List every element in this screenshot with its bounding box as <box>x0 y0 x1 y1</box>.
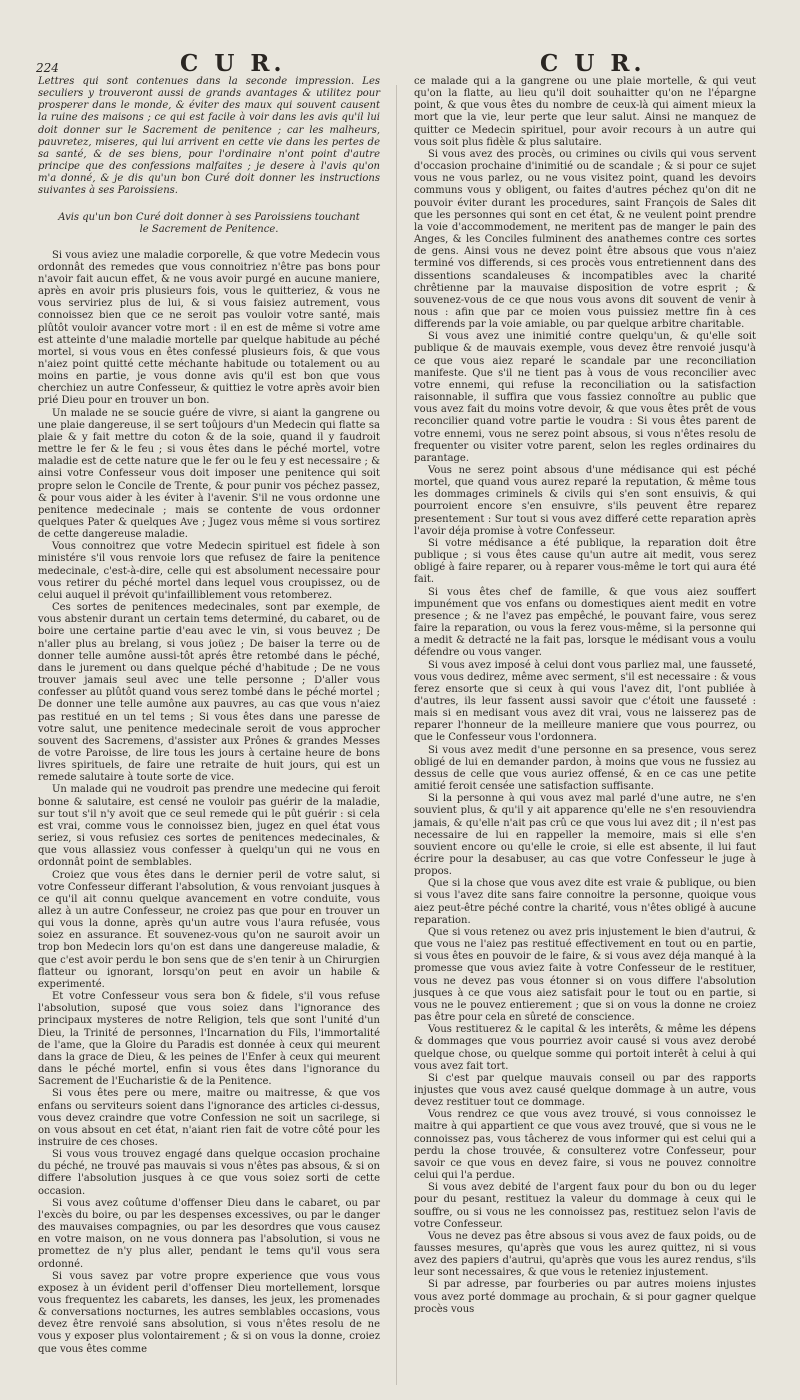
intro-paragraph: Lettres qui sont contenues dans la seconde impression. Les seculiers y trouveront aussi de grands avantages & utilitez pour prosperer dans le monde, & éviter des maux qui souvent causent la ruine des maisons ; ce qui est facile à voir dans les avis qu'il lui doit donner sur le Sacrement de penitence ; car les malheurs, pauvretez, miseres, qui lui arrivent en cette vie dans les pertes de sa santé, & de ses biens, pour l'ordinaire n'ont point d'autre principe que des confessions malfaites ; je desere à l'avis qu'on m'a donné, & je dis qu'un bon Curé doit donner les instructions suivantes à ses Paroissiens. <box>38 76 380 197</box>
right-paragraph-5: Si votre médisance a été publique, la reparation doit être publique ; si vous êtes cause qu'un autre ait medit, vous serez obligé à faire reparer, ou à reparer vous-même le tort qui aura été fait. <box>414 537 756 586</box>
right-paragraph-12: Vous restituerez & le capital & les interêts, & même les dépens & dommages que vous pourriez avoir causé si vous avez derobé quelque chose, ou quelque somme qui portoit interêt à celui à qui vous avez fait tort. <box>414 1024 756 1072</box>
left-paragraph-3: Vous connoitrez que votre Medecin spirituel est fidele à son ministére s'il vous renvoie lors que refusez de faire la penitence medecinale, c'est-à-dire, celle qui est absolument necessaire pour vous retirer du péché mortel dans lequel vous croupissez, ou de celui auquel il prévoit qu'infailliblement vous retomberez. <box>38 541 380 601</box>
left-paragraph-11: Si vous savez par votre propre experience que vous vous exposez à un évident peril d'offenser Dieu mortellement, lorsque vous frequentez les cabarets, les danses, les jeux, les promenades & conversations nocturnes, les autres semblables occasions, vous devez être renvoié sans absolution, si vous n'êtes resolu de ne vous y exposer plus volontairement ; & si on vous la donne, croiez que vous êtes comme <box>38 1270 380 1355</box>
right-paragraph-7: Si vous avez imposé à celui dont vous parliez mal, une fausseté, vous vous dedirez, même avec serment, s'il est necessaire : & vous ferez ensorte que si ceux à qui vous l'avez dit, l'ont publiée à d'autres, ils leur fassent aussi savoir que c'étoit une fausseté : mais si en medisant vous avez dit vrai, vous ne laisserez pas de reparer l'honneur de la meilleure maniere que vous pourrez, ou que le Confesseur vous l'ordonnera. <box>414 659 756 744</box>
right-paragraph-9: Si la personne à qui vous avez mal parlé d'une autre, ne s'en souvient plus, & qu'il y ait apparence qu'elle ne s'en resouviendra jamais, & qu'elle n'ait pas crû ce que vous lui avez dit ; il n'est pas necessaire de lui en rappeller la memoire, mais si elle s'en souvient encore ou qu'elle le croie, si elle est absente, il lui faut écrire pour la desabuser, au cas que votre Confesseur le juge à propos. <box>414 793 756 878</box>
left-paragraph-1: Si vous aviez une maladie corporelle, & que votre Medecin vous ordonnât des remedes que vous connoitriez n'être pas bons pour n'avoir fait aucun effet, & ne vous avoir purgé en aucune maniere, après en avoir pris plusieurs fois, vous le quitteriez, & vous ne vous serviriez plus de lui, & si vous faisiez autrement, vous connoissez bien que ce ne seroit pas vouloir votre santé, mais plûtôt vouloir avancer votre mort : il en est de même si votre ame est atteinte d'une maladie mortelle par quelque habitude au péché mortel, si vous vous en êtes confessé plusieurs fois, & que vous n'aiez point quitté cette méchante habitude ou totalement ou au moins en partie, je vous donne avis qu'il est bon que vous cherchiez un autre Confesseur, & quittiez le votre après avoir bien prié Dieu pour en trouver un bon. <box>38 249 380 407</box>
running-head-right: C U R. <box>540 50 646 77</box>
right-paragraph-11: Que si vous retenez ou avez pris injustement le bien d'autrui, & que vous ne l'aiez pas restitué effectivement en tout ou en partie, si vous êtes en pouvoir de le faire, & si vous avez déja manqué à la promesse que vous aviez faite à votre Confesseur de le restituer, vous ne devez pas vous étonner si on vous differe l'absolution jusques à ce que vous aiez satisfait pour le tout ou en partie, si vous ne le pouvez entierement ; que si on vous la donne ne croiez pas être pour cela en sûreté de conscience. <box>414 926 756 1024</box>
right-paragraph-15: Si vous avez debité de l'argent faux pour du bon ou du leger pour du pesant, restituez la valeur du dommage à ceux qui le souffre, ou si vous ne les connoissez pas, restituez selon l'avis de votre Confesseur. <box>414 1182 756 1230</box>
section-heading: Avis qu'un bon Curé doit donner à ses Paroissiens touchant le Sacrement de Penitence. <box>58 211 360 235</box>
right-paragraph-10: Que si la chose que vous avez dite est vraie & publique, ou bien si vous l'avez dite sans faire connoitre la personne, quoique vous aiez peut-être péché contre la charité, vous n'êtes obligé à aucune reparation. <box>414 878 756 926</box>
left-paragraph-10: Si vous avez coûtume d'offenser Dieu dans le cabaret, ou par l'excès du boire, ou par les despenses excessives, ou par le danger des mauvaises compagnies, ou par les desordres que vous causez en votre maison, on ne vous donnera pas l'absolution, si vous ne promettez de n'y plus aller, pendant le tems qu'il vous sera ordonné. <box>38 1197 380 1270</box>
right-paragraph-1: ce malade qui a la gangrene ou une plaie mortelle, & qui veut qu'on la flatte, au lieu qu'il doit souhaitter qu'on ne l'épargne point, & que vous êtes du nombre de ceux-là qui aiment mieux la mort que la vie, leur perte que leur salut. Ainsi ne manquez de quitter ce Medecin spirituel, pour avoir recours à un autre qui vous soit plus fidèle & plus salutaire. <box>414 76 756 148</box>
right-paragraph-2: Si vous avez des procès, ou crimines ou civils qui vous servent d'occasion prochaine d'inimitié ou de scandale ; & si pour ce sujet vous ne vous parlez, ou ne vous visitez point, quand les devoirs communs vous y obligent, ou faites d'autres péchez qu'on dit ne pouvoir éviter durant les procedures, saint François de Sales dit que les personnes qui sont en cet état, & ne veulent point prendre la voie d'accommodement, ne meritent pas de manger le pain des Anges, & les Conciles fulminent des anathemes contre ces sortes de gens. Ainsi vous ne devez point être absous que vous n'aiez terminé vos differends, si ces procès vous entretiennent dans des dissentions scandaleuses & incompatibles avec la charité chrêtienne par la mauvaise disposition de votre esprit ; & souvenez-vous de ce que nous vous avons dit souvent de venir à nous : afin que par ce moien vous puissiez mettre fin à ces differends par la voie amiable, ou par quelque arbitre charitable. <box>414 148 756 331</box>
right-paragraph-4: Vous ne serez point absous d'une médisance qui est péché mortel, que quand vous aurez reparé la reputation, & même tous les dommages criminels & civils qui s'en sont ensuivis, & qui pourroient encore s'en ensuivre, s'ils peuvent être reparez presentement : Sur tout si vous avez differé cette reparation après l'avoir déja promise à votre Confesseur. <box>414 465 756 537</box>
left-paragraph-7: Et votre Confesseur vous sera bon & fidele, s'il vous refuse l'absolution, suposé que vous soiez dans l'ignorance des principaux mysteres de notre Religion, tels que sont l'unité d'un Dieu, la Trinité de personnes, l'Incarnation du Fils, l'immortalité de l'ame, que la Gloire du Paradis est donnée à ceux qui meurent dans la grace de Dieu, & les peines de l'Enfer à ceux qui meurent dans le péché mortel, enfin si vous êtes dans l'ignorance du Sacrement de l'Eucharistie & de la Penitence. <box>38 991 380 1088</box>
left-paragraph-5: Un malade qui ne voudroit pas prendre une medecine qui feroit bonne & salutaire, est censé ne vouloir pas guérir de la maladie, sur tout s'il n'y avoit que ce seul remede qui le pût guérir : si cela est vrai, comme vous le connoissez bien, jugez en quel état vous seriez, si vous refusiez ces sortes de penitences medecinales, & que vous allassiez vous confesser à quelqu'un qui ne vous en ordonnât point de semblables. <box>38 784 380 869</box>
right-paragraph-17: Si par adresse, par fourberies ou par autres moiens injustes vous avez porté dommage au prochain, & si pour gagner quelque procès vous <box>414 1279 756 1315</box>
left-paragraph-4: Ces sortes de penitences medecinales, sont par exemple, de vous abstenir durant un certain tems determiné, du cabaret, ou de boire une certaine partie d'eau avec le vin, si vous beuvez ; De n'aller plus au brelang, si vous joüez ; De baiser la terre ou de donner telle aumône aussi-tôt aprés être retombé dans le péché, dans le jurement ou dans quelque péché d'habitude ; De ne vous trouver jamais seul avec une telle personne ; D'aller vous confesser au plûtôt quand vous serez tombé dans le péché mortel ; De donner une telle aumône aux pauvres, au cas que vous n'aiez pas restitué en un tel tems ; Si vous êtes dans une paresse de votre salut, une penitence medecinale seroit de vous approcher souvent des Sacremens, d'assister aux Prônes & grandes Messes de votre Paroisse, de lire tous les jours à certaine heure de bons livres spirituels, de faire une retraite de huit jours, qui est un remede salutaire à toute sorte de vice. <box>38 602 380 784</box>
left-paragraph-8: Si vous êtes pere ou mere, maitre ou maitresse, & que vos enfans ou serviteurs soient dans l'ignorance des articles ci-dessus, vous devez craindre que votre Confession ne soit un sacrilege, si on vous absout en cet état, n'aiant rien fait de votre côté pour les instruire de ces choses. <box>38 1088 380 1148</box>
right-paragraph-3: Si vous avez une inimitié contre quelqu'un, & qu'elle soit publique & de mauvais exemple, vous devez être renvoié jusqu'à ce que vous aiez reparé le scandale par une reconciliation manifeste. Que s'il ne tient pas à vous de vous reconcilier avec votre ennemi, qui refuse la reconciliation ou la satisfaction raisonnable, il suffira que vous fassiez connoître au public que vous avez fait du moins votre devoir, & que vous êtes prêt de vous reconcilier quand votre partie le voudra : Si vous êtes parent de votre ennemi, vous ne serez point absous, si vous n'êtes resolu de frequenter ou visiter votre parent, selon les regles ordinaires du parantage. <box>414 331 756 464</box>
left-paragraph-2: Un malade ne se soucie guére de vivre, si aiant la gangrene ou une plaie dangereuse, il se sert toûjours d'un Medecin qui flatte sa plaie & y fait mettre du coton & de la soie, quand il y faudroit mettre le fer & le feu ; si vous êtes dans le péché mortel, votre maladie est de cette nature que le fer ou le feu y est necessaire ; & ainsi votre Confesseur vous doit imposer une penitence qui soit propre selon le Concile de Trente, & pour punir vos péchez passez, & pour vous aider à les éviter à l'avenir. S'il ne vous ordonne une penitence medecinale ; mais se contente de vous ordonner quelques Pater & quelques Ave ; Jugez vous même si vous sortirez de cette dangereuse maladie. <box>38 407 380 541</box>
right-column <box>414 76 756 1316</box>
page-number: 224 <box>36 61 59 75</box>
right-paragraph-6: Si vous êtes chef de famille, & que vous aiez souffert impunément que vos enfans ou domestiques aient medit en votre presence ; & ne l'avez pas empêché, le pouvant faire, vous serez faire la reparation, ou vous la ferez vous-même, si la personne qui a medit & detracté ne la fait pas, lorsque le médisant vous a voulu défendre ou vous vanger. <box>414 586 756 659</box>
left-column <box>38 76 380 1356</box>
left-paragraph-9: Si vous vous trouvez engagé dans quelque occasion prochaine du péché, ne trouvé pas mauvais si vous n'êtes pas absous, & si on differe l'absolution jusques à ce que vous soiez sorti de cette occasion. <box>38 1149 380 1197</box>
right-paragraph-16: Vous ne devez pas être absous si vous avez de faux poids, ou de fausses mesures, qu'après que vous les aurez quittez, ni si vous avez des papiers d'autrui, qu'après que vous les aurez rendus, s'ils leur sont necessaires, & que vous le reteniez injustement. <box>414 1230 756 1279</box>
running-head-left: C U R. <box>180 50 286 77</box>
right-paragraph-13: Si c'est par quelque mauvais conseil ou par des rapports injustes que vous avez causé quelque dommage à un autre, vous devez restituer tout ce dommage. <box>414 1072 756 1109</box>
left-paragraph-6: Croiez que vous êtes dans le dernier peril de votre salut, si votre Confesseur differant l'absolution, & vous renvoiant jusques à ce qu'il ait connu quelque avancement en votre conduite, vous allez à un autre Confesseur, ne croiez pas que pour en trouver un qui vous la donne, après qu'un autre vous l'aura refusée, vous soiez en assurance. Et souvenez-vous qu'on ne sauroit avoir un trop bon Medecin lors qu'on est dans une dangereuse maladie, & que c'est avoir perdu le bon sens que de s'en tenir à un Chirurgien flatteur ou ignorant, lorsqu'on peut en avoir un habile & experimenté. <box>38 869 380 990</box>
right-paragraph-8: Si vous avez medit d'une personne en sa presence, vous serez obligé de lui en demander pardon, à moins que vous ne fussiez au dessus de celle que vous auriez offensé, & en ce cas une petite amitié feroit censée une satisfaction suffisante. <box>414 744 756 793</box>
right-paragraph-14: Vous rendrez ce que vous avez trouvé, si vous connoissez le maitre à qui appartient ce que vous avez trouvé, que si vous ne le connoissez pas, vous tâcherez de vous informer qui est celui qui a perdu la chose trouvée, & consulterez votre Confesseur, pour savoir ce que vous en devez faire, si vous ne pouvez connoitre celui qui l'a perdue. <box>414 1109 756 1182</box>
